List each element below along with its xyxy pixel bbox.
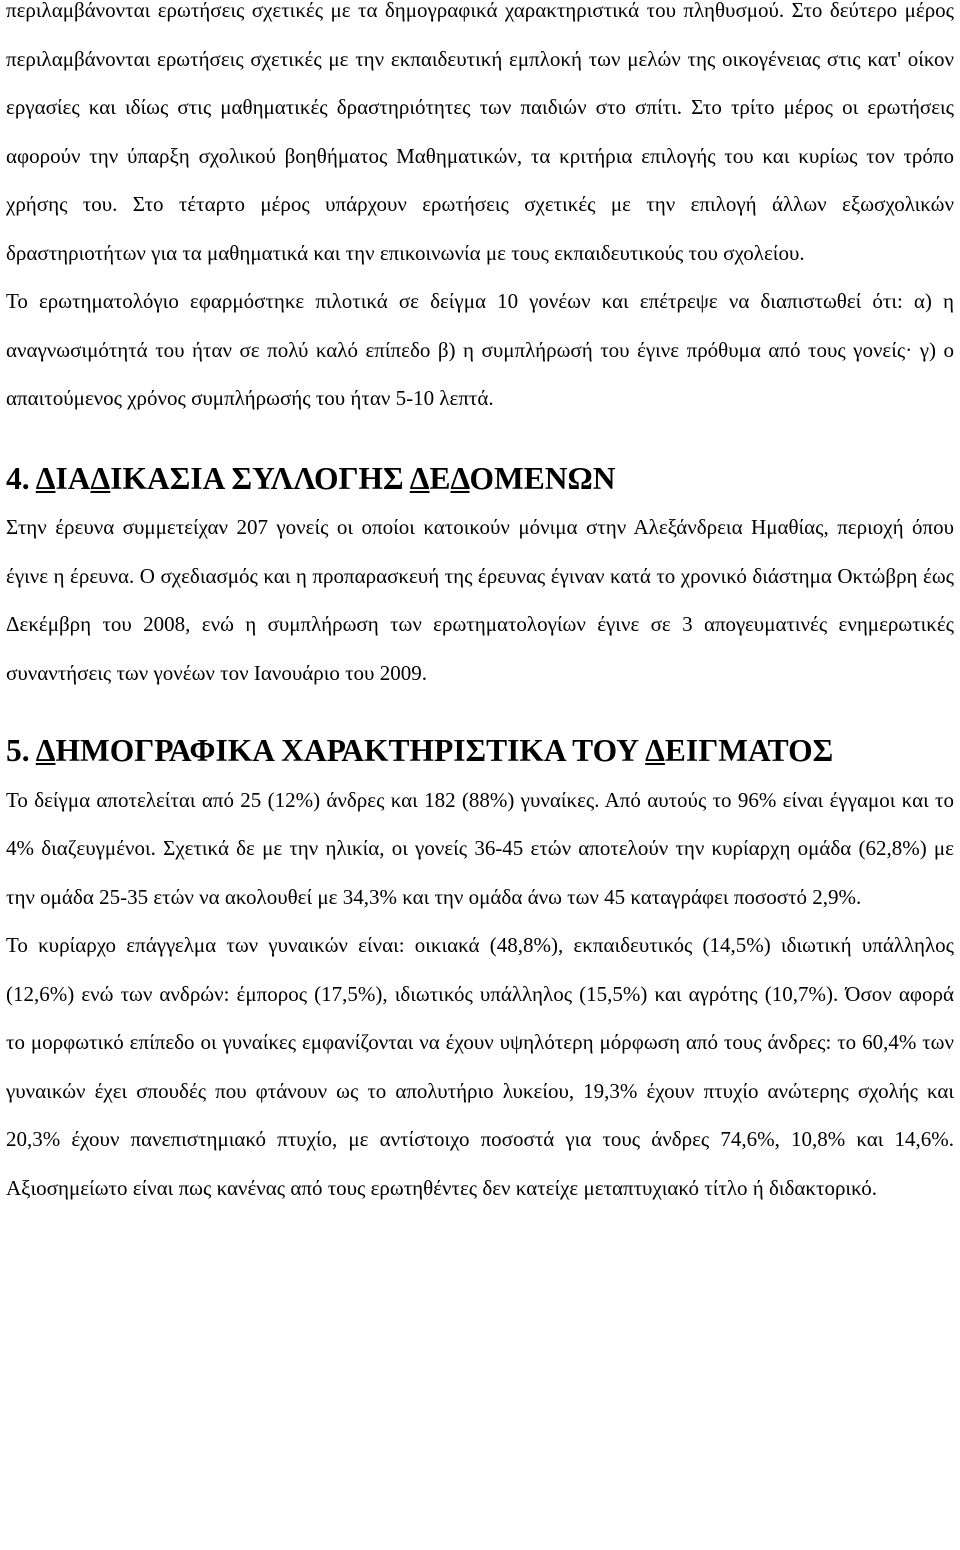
section-number: 4.	[6, 460, 30, 496]
paragraph-participants: Στην έρευνα συμμετείχαν 207 γονείς οι οποίοι κατοικούν μόνιμα στην Αλεξάνδρεια Ημαθίας, περιοχή όπου έγινε η έρευνα. Ο σχεδιασμός και η προπαρασκευή της έρευνας έγιναν κατά το χρονικό διάστημα Οκτώβρη έως Δεκέμβρη του 2008, ενώ η συμπλήρωση των ερωτηματολογίων έγινε σε 3 απογευματινές ενημερωτικές συναντήσεις των γονέων τον Ιανουάριο του 2009.	[6, 515, 954, 685]
underlined-letter: Δ	[409, 460, 430, 496]
underlined-letter: Δ	[35, 460, 56, 496]
paragraph-occupation-education: Το κυρίαρχο επάγγελμα των γυναικών είναι: οικιακά (48,8%), εκπαιδευτικός (14,5%) ιδιωτική υπάλληλος (12,6%) ενώ των ανδρών: έμπορος (17,5%), ιδιωτικός υπάλληλος (15,5%) και αγρότης (10,7%). Όσον αφορά το μορφωτικό επίπεδο οι γυναίκες εμφανίζονται να έχουν υψηλότερη μόρφωση από τους άνδρες: το 60,4% των γυναικών έχει σπουδές που φτάνουν ως το απολυτήριο λυκείου, 19,3% έχουν πτυχίο ανώτερης σχολής και 20,3% έχουν πανεπιστημιακό πτυχίο, με αντίστοιχο ποσοστά για τους άνδρες 74,6%, 10,8% και 14,6%. Αξιοσημείωτο είναι πως κανένας από τους ερωτηθέντες δεν κατείχε μεταπτυχιακό τίτλο ή διδακτορικό.	[6, 933, 954, 1200]
paragraph-questionnaire-structure: περιλαμβάνονται ερωτήσεις σχετικές με τα δημογραφικά χαρακτηριστικά του πληθυσμού. Στο δεύτερο μέρος περιλαμβάνονται ερωτήσεις σχετικές με την εκπαιδευτική εμπλοκή των μελών της οικογένειας στις κατ' οίκον εργασίες και ιδίως στις μαθηματικές δραστηριότητες των παιδιών στο σπίτι. Στο τρίτο μέρος οι ερωτήσεις αφορούν την ύπαρξη σχολικού βοηθήματος Μαθηματικών, τα κριτήρια επιλογής του και κυρίως τον τρόπο χρήσης του. Στο τέταρτο μέρος υπάρχουν ερωτήσεις σχετικές με την επιλογή άλλων εξωσχολικών δραστηριοτήτων για τα μαθηματικά και την επικοινωνία με τους εκπαιδευτικούς του σχολείου.	[6, 0, 954, 265]
section-heading-demographics	[6, 727, 954, 776]
section-spacer	[6, 423, 954, 455]
heading-text-part: Ε	[429, 460, 451, 496]
heading-text-part: ΕΙΓΜΑΤΟΣ	[664, 733, 834, 768]
section-number: 5.	[6, 733, 30, 768]
underlined-letter: Δ	[450, 460, 470, 496]
document-page	[6, 0, 954, 1212]
heading-text-part: ΙΚΑΣΙΑ ΣΥΛΛΟΓΗΣ	[110, 460, 410, 496]
paragraph-sample-composition: Το δείγμα αποτελείται από 25 (12%) άνδρες και 182 (88%) γυναίκες. Από αυτούς το 96% είναι έγγαμοι και το 4% διαζευγμένοι. Σχετικά δε με την ηλικία, οι γονείς 36-45 ετών αποτελούν την κυρίαρχη ομάδα (62,8%) με την ομάδα 25-35 ετών να ακολουθεί με 34,3% και την ομάδα άνω των 45 καταγράφει ποσοστό 2,9%.	[6, 787, 954, 909]
heading-text-part: ΙΑ	[55, 460, 91, 496]
heading-text-part: ΗΜΟΓΡΑΦΙΚΑ ΧΑΡΑΚΤΗΡΙΣΤΙΚΑ ΤΟΥ	[55, 733, 646, 768]
underlined-letter: Δ	[35, 733, 56, 768]
section-spacer	[6, 697, 954, 727]
underlined-letter: Δ	[90, 460, 111, 496]
heading-text-part: ΟΜΕΝΩΝ	[469, 460, 616, 496]
underlined-letter: Δ	[645, 733, 665, 768]
section-heading-data-collection	[6, 455, 954, 504]
paragraph-pilot-study: Το ερωτηματολόγιο εφαρμόστηκε πιλοτικά σε δείγμα 10 γονέων και επέτρεψε να διαπιστωθεί ότι: α) η αναγνωσιμότητά του ήταν σε πολύ καλό επίπεδο β) η συμπλήρωσή του έγινε πρόθυμα από τους γονείς· γ) ο απαιτούμενος χρόνος συμπλήρωσής του ήταν 5-10 λεπτά.	[6, 289, 954, 410]
